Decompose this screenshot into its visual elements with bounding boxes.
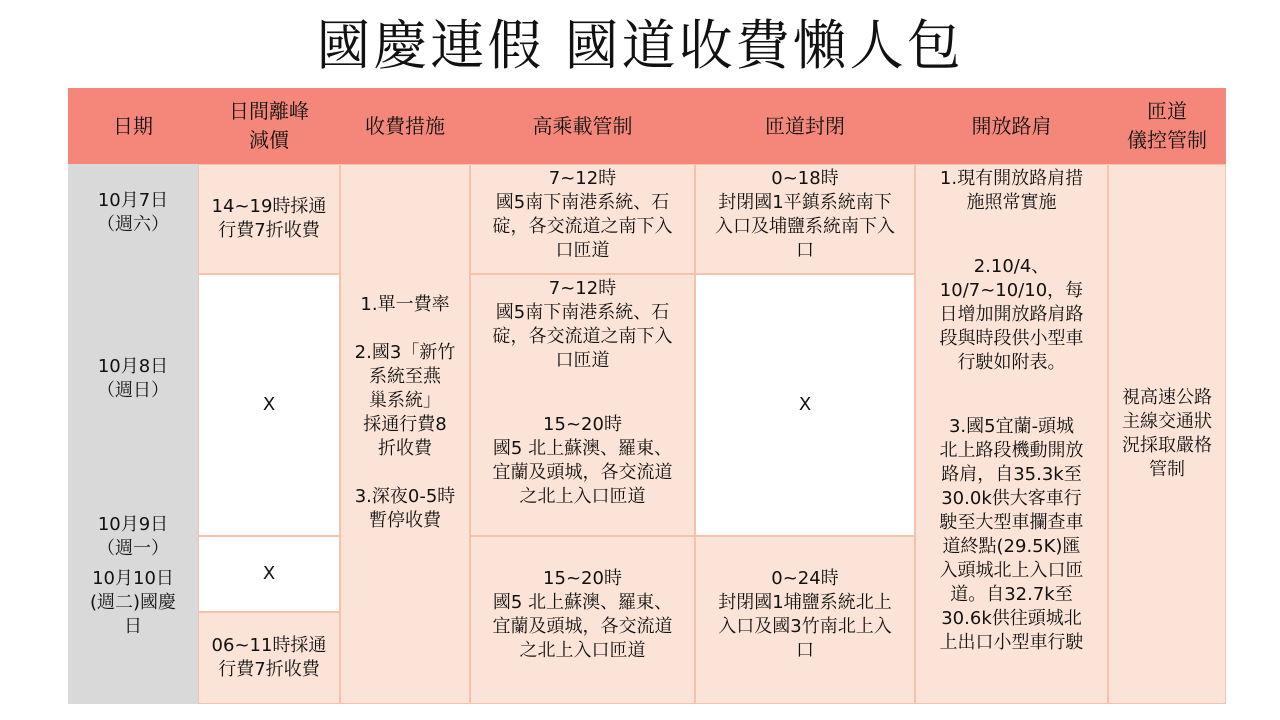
hov-cell-oct9-10 xyxy=(470,536,695,704)
ramp-close-text: 封閉國1平鎮系統南下 xyxy=(718,192,892,213)
ramp-close-text: 入口及埔鹽系統南下入 xyxy=(715,216,895,237)
hov-text: 口匝道 xyxy=(555,240,610,261)
date-text: 日 xyxy=(124,616,142,637)
header-toll xyxy=(340,88,470,164)
header-ramp-meter-line: 儀控管制 xyxy=(1127,128,1207,152)
shoulder-text: 北上路段機動開放 xyxy=(939,440,1084,461)
ramp-meter-text: 主線交通狀 xyxy=(1122,411,1212,432)
date-text: 10月7日 xyxy=(97,190,169,211)
date-text: 10月10日 xyxy=(92,568,174,589)
ramp-close-text: 口 xyxy=(796,640,814,661)
ramp-close-text: 入口及國3竹南北上入 xyxy=(718,616,892,637)
shoulder-text: 3.國5宜蘭-頭城 xyxy=(948,416,1075,437)
shoulder-text: 入頭城北上入口匝 xyxy=(939,560,1084,581)
toll-text: 折收費 xyxy=(378,438,432,459)
toll-text: 系統至燕 xyxy=(369,366,441,387)
shoulder-text: 2.10/4、 xyxy=(973,256,1050,277)
date-text: （週日） xyxy=(97,380,169,401)
header-ramp-meter-line: 匝道 xyxy=(1147,99,1187,123)
ramp-meter-text: 視高速公路 xyxy=(1122,387,1212,408)
header-hov-label: 高乘載管制 xyxy=(532,113,633,138)
header-offpeak-line: 日間離峰 xyxy=(229,99,309,123)
offpeak-text: X xyxy=(262,394,276,415)
shoulder-text: 1.現有開放路肩措 xyxy=(939,168,1084,189)
header-offpeak xyxy=(198,88,340,164)
shoulder-text: 路肩，自35.3k至 xyxy=(941,464,1082,485)
hov-text: 之北上入口匝道 xyxy=(519,640,646,661)
header-date xyxy=(68,88,198,164)
hov-text: 宜蘭及頭城，各交流道 xyxy=(492,616,673,637)
shoulder-text: 上出口小型車行駛 xyxy=(939,632,1084,653)
hov-text: 國5南下南港系統、石 xyxy=(495,302,670,323)
date-text: 10月9日 xyxy=(97,514,169,535)
header-ramp-close xyxy=(695,88,915,164)
ramp-meter-text: 況採取嚴格 xyxy=(1122,435,1212,456)
ramp-close-cell-oct8 xyxy=(695,274,915,536)
ramp-meter-text: 管制 xyxy=(1149,459,1185,480)
shoulder-text: 施照常實施 xyxy=(966,192,1057,213)
header-shoulder xyxy=(915,88,1108,164)
header-hov xyxy=(470,88,695,164)
hov-cell-oct7 xyxy=(470,164,695,274)
header-shoulder-label: 開放路肩 xyxy=(971,113,1052,138)
ramp-close-cell-oct9-10 xyxy=(695,536,915,704)
date-text: (週二)國慶 xyxy=(89,592,177,613)
date-text: （週一） xyxy=(97,538,169,559)
hov-text: 國5 北上蘇澳、羅東、 xyxy=(492,592,673,613)
shoulder-text: 駛至大型車攔查車 xyxy=(939,512,1084,533)
hov-text: 碇，各交流道之南下入 xyxy=(492,216,673,237)
date-text: （週六） xyxy=(97,214,169,235)
hov-time: 7~12時 xyxy=(548,278,617,299)
hov-text: 國5 北上蘇澳、羅東、 xyxy=(492,438,673,459)
offpeak-text: 行費7折收費 xyxy=(218,659,320,680)
hov-time: 15~20時 xyxy=(543,568,622,589)
shoulder-text: 日增加開放路肩路 xyxy=(939,304,1084,325)
header-ramp-meter xyxy=(1108,88,1226,164)
header-date-label: 日期 xyxy=(113,113,153,138)
shoulder-text: 30.0k供大客車行 xyxy=(941,488,1082,509)
offpeak-text: 06~11時採通 xyxy=(211,635,327,656)
ramp-close-time: 0~24時 xyxy=(771,568,839,589)
toll-text: 1.單一費率 xyxy=(360,294,450,315)
offpeak-cell-oct10 xyxy=(198,612,340,704)
shoulder-text: 30.6k供往頭城北 xyxy=(941,608,1082,629)
toll-text: 3.深夜0-5時 xyxy=(354,486,456,507)
header-offpeak-line: 減價 xyxy=(249,128,289,152)
toll-cell xyxy=(340,164,470,704)
header-toll-label: 收費措施 xyxy=(365,113,445,138)
toll-text: 暫停收費 xyxy=(369,510,441,531)
hov-text: 碇，各交流道之南下入 xyxy=(492,326,673,347)
toll-text: 巢系統」 xyxy=(369,390,441,411)
hov-text: 口匝道 xyxy=(555,350,610,371)
hov-time: 15~20時 xyxy=(543,414,622,435)
page-title: 國慶連假 國道收費懶人包 xyxy=(316,14,964,77)
shoulder-text: 行駛如附表。 xyxy=(957,352,1066,373)
offpeak-cell-oct8 xyxy=(198,274,340,536)
ramp-close-text: 口 xyxy=(796,240,814,261)
date-text: 10月8日 xyxy=(97,356,169,377)
offpeak-cell-oct9 xyxy=(198,536,340,612)
ramp-close-text: 封閉國1埔鹽系統北上 xyxy=(718,592,892,613)
hov-text: 國5南下南港系統、石 xyxy=(495,192,670,213)
shoulder-text: 10/7~10/10，每 xyxy=(939,280,1084,301)
ramp-close-text: X xyxy=(798,394,812,415)
shoulder-text: 道。自32.7k至 xyxy=(950,584,1073,605)
offpeak-text: 14~19時採通 xyxy=(211,196,327,217)
shoulder-cell xyxy=(915,164,1108,704)
hov-cell-oct8 xyxy=(470,274,695,536)
toll-text: 2.國3「新竹 xyxy=(354,342,456,363)
offpeak-text: X xyxy=(262,563,276,584)
header-ramp-close-label: 匝道封閉 xyxy=(765,113,845,138)
date-cell xyxy=(68,164,198,704)
shoulder-text: 道終點(29.5K)匯 xyxy=(942,536,1081,557)
ramp-close-time: 0~18時 xyxy=(771,168,839,189)
toll-text: 採通行費8 xyxy=(363,414,447,435)
hov-text: 之北上入口匝道 xyxy=(519,486,646,507)
ramp-meter-cell xyxy=(1108,164,1226,704)
hov-time: 7~12時 xyxy=(548,168,617,189)
hov-text: 宜蘭及頭城，各交流道 xyxy=(492,462,673,483)
offpeak-text: 行費7折收費 xyxy=(218,220,320,241)
ramp-close-cell-oct7 xyxy=(695,164,915,274)
shoulder-text: 段與時段供小型車 xyxy=(939,328,1084,349)
offpeak-cell-oct7 xyxy=(198,164,340,274)
